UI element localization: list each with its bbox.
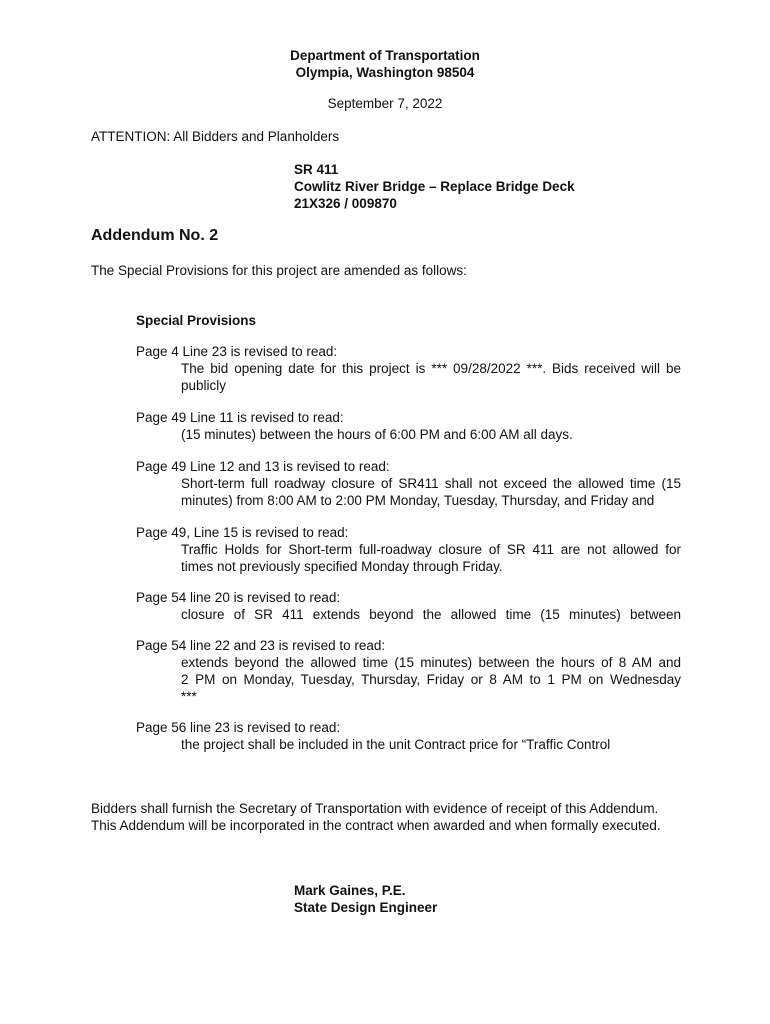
project-number: 21X326 / 009870 <box>294 196 397 211</box>
addendum-title: Addendum No. 2 <box>91 227 219 244</box>
revision-text <box>181 736 681 753</box>
revision-title: Page 49 Line 11 is revised to read: <box>136 410 344 425</box>
revision-item <box>136 458 681 509</box>
signature-block <box>294 882 437 916</box>
revision-item <box>136 343 681 394</box>
revision-line: the project shall be included in the unit Contract price for “Traffic Control <box>181 737 611 752</box>
department-name: Department of Transportation <box>290 48 480 63</box>
revision-line: Traffic Holds for Short-term full-roadway closure of SR 411 are not allowed for <box>181 542 681 557</box>
document-date: September 7, 2022 <box>327 96 443 111</box>
revision-text <box>181 426 681 443</box>
revision-line: 2 PM on Monday, Tuesday, Thursday, Friday or 8 AM to 1 PM on Wednesday <box>181 672 681 687</box>
department-location: Olympia, Washington 98504 <box>295 65 475 80</box>
revision-line: *** <box>181 689 197 704</box>
closing-text: Bidders shall furnish the Secretary of Transportation with evidence of receipt of this Addendum. <box>91 801 659 816</box>
revision-line: extends beyond the allowed time (15 minutes) between the hours of 8 AM and <box>181 655 681 670</box>
special-provisions-heading: Special Provisions <box>136 313 257 328</box>
revision-text <box>181 541 681 575</box>
attention-line: ATTENTION: All Bidders and Planholders <box>91 129 340 144</box>
closing-text: This Addendum will be incorporated in the contract when awarded and when formally executed. <box>91 818 661 833</box>
revision-item <box>136 637 681 705</box>
revision-title: Page 49 Line 12 and 13 is revised to read: <box>136 459 390 474</box>
revision-item <box>136 719 681 753</box>
revision-line: times not previously specified Monday through Friday. <box>181 559 503 574</box>
revision-text <box>181 360 681 394</box>
revision-line: minutes) from 8:00 AM to 2:00 PM Monday, Tuesday, Thursday, and Friday and <box>181 493 655 508</box>
revision-line: Short-term full roadway closure of SR411 shall not exceed the allowed time (15 <box>181 476 681 491</box>
revision-item <box>136 589 681 623</box>
revision-text <box>181 475 681 509</box>
revision-item <box>136 409 681 443</box>
intro-text: The Special Provisions for this project are amended as follows: <box>91 263 467 278</box>
revision-text <box>181 606 681 623</box>
revision-title: Page 49, Line 15 is revised to read: <box>136 525 349 540</box>
project-block <box>294 161 575 212</box>
revision-title: Page 54 line 22 and 23 is revised to read: <box>136 638 386 653</box>
revision-title: Page 4 Line 23 is revised to read: <box>136 344 338 359</box>
signer-name: Mark Gaines, P.E. <box>294 883 406 898</box>
revision-line: The bid opening date for this project is *** 09/28/2022 ***. Bids received will be <box>181 361 681 376</box>
revision-title: Page 56 line 23 is revised to read: <box>136 720 341 735</box>
revision-title: Page 54 line 20 is revised to read: <box>136 590 341 605</box>
revision-line: closure of SR 411 extends beyond the allowed time (15 minutes) between <box>181 607 681 622</box>
revision-line: (15 minutes) between the hours of 6:00 PM and 6:00 AM all days. <box>181 427 573 442</box>
signer-title: State Design Engineer <box>294 900 438 915</box>
revision-item <box>136 524 681 575</box>
revision-line: publicly <box>181 378 227 393</box>
project-name: Cowlitz River Bridge – Replace Bridge Deck <box>294 179 575 194</box>
project-route: SR 411 <box>294 162 339 177</box>
revision-text <box>181 654 681 705</box>
